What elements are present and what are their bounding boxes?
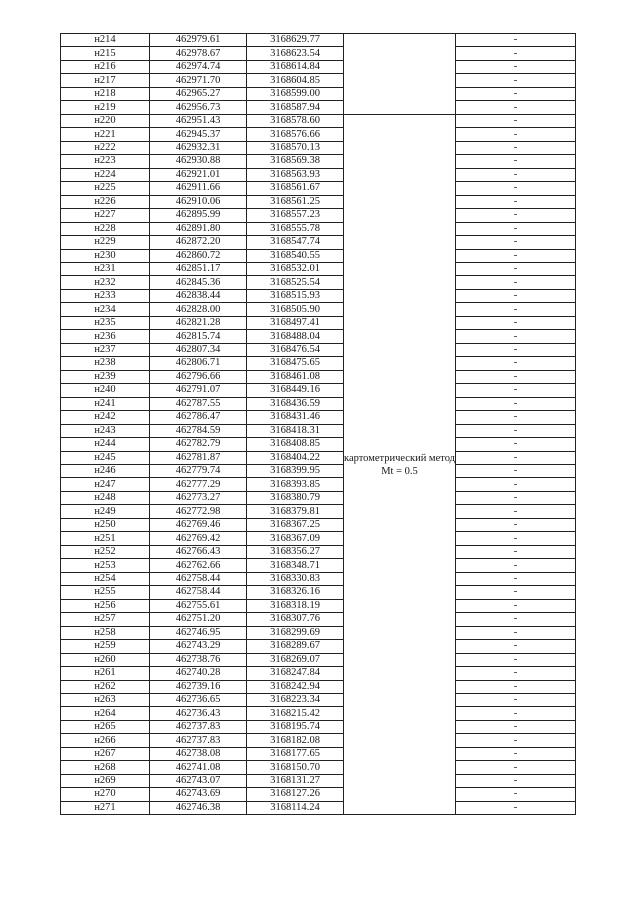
- x-coordinate-cell: 462872.20: [150, 236, 247, 249]
- table-row: [61, 747, 576, 760]
- x-coordinate-cell: 462743.29: [150, 640, 247, 653]
- table-row: [61, 720, 576, 733]
- accuracy-cell: -: [456, 128, 576, 141]
- x-coordinate-cell: 462921.01: [150, 168, 247, 181]
- accuracy-cell: -: [456, 357, 576, 370]
- y-coordinate-cell: 3168318.19: [247, 599, 344, 612]
- accuracy-cell: -: [456, 788, 576, 801]
- table-row: [61, 518, 576, 531]
- accuracy-cell: -: [456, 653, 576, 666]
- x-coordinate-cell: 462796.66: [150, 370, 247, 383]
- accuracy-cell: -: [456, 74, 576, 87]
- x-coordinate-cell: 462746.38: [150, 801, 247, 814]
- x-coordinate-cell: 462736.43: [150, 707, 247, 720]
- accuracy-cell: -: [456, 60, 576, 73]
- accuracy-cell: -: [456, 518, 576, 531]
- y-coordinate-cell: 3168461.08: [247, 370, 344, 383]
- point-id-cell: н245: [61, 451, 150, 464]
- accuracy-cell: -: [456, 316, 576, 329]
- accuracy-cell: -: [456, 774, 576, 787]
- table-row: [61, 424, 576, 437]
- table-row: [61, 276, 576, 289]
- x-coordinate-cell: 462737.83: [150, 720, 247, 733]
- accuracy-cell: -: [456, 47, 576, 60]
- coordinates-table: [60, 33, 576, 815]
- point-id-cell: н244: [61, 438, 150, 451]
- point-id-cell: н238: [61, 357, 150, 370]
- x-coordinate-cell: 462766.43: [150, 545, 247, 558]
- x-coordinate-cell: 462910.06: [150, 195, 247, 208]
- x-coordinate-cell: 462737.83: [150, 734, 247, 747]
- accuracy-cell: -: [456, 451, 576, 464]
- y-coordinate-cell: 3168476.54: [247, 343, 344, 356]
- table-row: [61, 774, 576, 787]
- accuracy-cell: -: [456, 397, 576, 410]
- method-cell-upper: [344, 34, 456, 115]
- y-coordinate-cell: 3168330.83: [247, 572, 344, 585]
- accuracy-cell: -: [456, 572, 576, 585]
- y-coordinate-cell: 3168515.93: [247, 289, 344, 302]
- y-coordinate-cell: 3168127.26: [247, 788, 344, 801]
- y-coordinate-cell: 3168299.69: [247, 626, 344, 639]
- table-row: [61, 478, 576, 491]
- accuracy-cell: -: [456, 680, 576, 693]
- point-id-cell: н258: [61, 626, 150, 639]
- x-coordinate-cell: 462758.44: [150, 572, 247, 585]
- y-coordinate-cell: 3168131.27: [247, 774, 344, 787]
- x-coordinate-cell: 462769.46: [150, 518, 247, 531]
- point-id-cell: н222: [61, 141, 150, 154]
- accuracy-cell: -: [456, 667, 576, 680]
- point-id-cell: н216: [61, 60, 150, 73]
- table-row: [61, 559, 576, 572]
- y-coordinate-cell: 3168247.84: [247, 667, 344, 680]
- x-coordinate-cell: 462762.66: [150, 559, 247, 572]
- y-coordinate-cell: 3168348.71: [247, 559, 344, 572]
- table-row: [61, 761, 576, 774]
- x-coordinate-cell: 462738.76: [150, 653, 247, 666]
- y-coordinate-cell: 3168269.07: [247, 653, 344, 666]
- x-coordinate-cell: 462751.20: [150, 613, 247, 626]
- x-coordinate-cell: 462787.55: [150, 397, 247, 410]
- x-coordinate-cell: 462978.67: [150, 47, 247, 60]
- y-coordinate-cell: 3168223.34: [247, 693, 344, 706]
- table-row: [61, 343, 576, 356]
- y-coordinate-cell: 3168242.94: [247, 680, 344, 693]
- y-coordinate-cell: 3168488.04: [247, 330, 344, 343]
- table-row: [61, 316, 576, 329]
- y-coordinate-cell: 3168497.41: [247, 316, 344, 329]
- x-coordinate-cell: 462945.37: [150, 128, 247, 141]
- table-row: [61, 599, 576, 612]
- y-coordinate-cell: 3168177.65: [247, 747, 344, 760]
- point-id-cell: н259: [61, 640, 150, 653]
- table-row: [61, 626, 576, 639]
- x-coordinate-cell: 462782.79: [150, 438, 247, 451]
- accuracy-cell: -: [456, 720, 576, 733]
- accuracy-cell: -: [456, 222, 576, 235]
- point-id-cell: н218: [61, 87, 150, 100]
- accuracy-cell: -: [456, 370, 576, 383]
- x-coordinate-cell: 462736.65: [150, 693, 247, 706]
- y-coordinate-cell: 3168557.23: [247, 209, 344, 222]
- y-coordinate-cell: 3168326.16: [247, 586, 344, 599]
- point-id-cell: н269: [61, 774, 150, 787]
- y-coordinate-cell: 3168475.65: [247, 357, 344, 370]
- y-coordinate-cell: 3168404.22: [247, 451, 344, 464]
- table-row: [61, 330, 576, 343]
- x-coordinate-cell: 462845.36: [150, 276, 247, 289]
- table-row: [61, 249, 576, 262]
- accuracy-cell: -: [456, 613, 576, 626]
- point-id-cell: н239: [61, 370, 150, 383]
- table-row: [61, 411, 576, 424]
- point-id-cell: н215: [61, 47, 150, 60]
- x-coordinate-cell: 462786.47: [150, 411, 247, 424]
- table-row: [61, 114, 576, 127]
- y-coordinate-cell: 3168367.25: [247, 518, 344, 531]
- point-id-cell: н229: [61, 236, 150, 249]
- x-coordinate-cell: 462741.08: [150, 761, 247, 774]
- table-row: [61, 101, 576, 114]
- point-id-cell: н268: [61, 761, 150, 774]
- accuracy-cell: -: [456, 236, 576, 249]
- accuracy-cell: -: [456, 330, 576, 343]
- x-coordinate-cell: 462746.95: [150, 626, 247, 639]
- point-id-cell: н220: [61, 114, 150, 127]
- x-coordinate-cell: 462911.66: [150, 182, 247, 195]
- point-id-cell: н217: [61, 74, 150, 87]
- y-coordinate-cell: 3168555.78: [247, 222, 344, 235]
- table-row: [61, 357, 576, 370]
- table-row: [61, 168, 576, 181]
- accuracy-cell: -: [456, 303, 576, 316]
- accuracy-cell: -: [456, 168, 576, 181]
- y-coordinate-cell: 3168408.85: [247, 438, 344, 451]
- y-coordinate-cell: 3168599.00: [247, 87, 344, 100]
- point-id-cell: н236: [61, 330, 150, 343]
- x-coordinate-cell: 462930.88: [150, 155, 247, 168]
- table-row: [61, 693, 576, 706]
- y-coordinate-cell: 3168578.60: [247, 114, 344, 127]
- table-row: [61, 586, 576, 599]
- point-id-cell: н214: [61, 34, 150, 47]
- table-row: [61, 788, 576, 801]
- accuracy-cell: -: [456, 289, 576, 302]
- point-id-cell: н226: [61, 195, 150, 208]
- x-coordinate-cell: 462821.28: [150, 316, 247, 329]
- table-row: [61, 545, 576, 558]
- table-row: [61, 384, 576, 397]
- table-row: [61, 141, 576, 154]
- accuracy-cell: -: [456, 801, 576, 814]
- accuracy-cell: -: [456, 114, 576, 127]
- accuracy-cell: -: [456, 586, 576, 599]
- x-coordinate-cell: 462740.28: [150, 667, 247, 680]
- accuracy-cell: -: [456, 262, 576, 275]
- point-id-cell: н243: [61, 424, 150, 437]
- y-coordinate-cell: 3168587.94: [247, 101, 344, 114]
- point-id-cell: н265: [61, 720, 150, 733]
- x-coordinate-cell: 462838.44: [150, 289, 247, 302]
- y-coordinate-cell: 3168623.54: [247, 47, 344, 60]
- accuracy-cell: -: [456, 155, 576, 168]
- y-coordinate-cell: 3168399.95: [247, 465, 344, 478]
- x-coordinate-cell: 462784.59: [150, 424, 247, 437]
- point-id-cell: н266: [61, 734, 150, 747]
- accuracy-cell: -: [456, 707, 576, 720]
- y-coordinate-cell: 3168182.08: [247, 734, 344, 747]
- table-row: [61, 370, 576, 383]
- y-coordinate-cell: 3168547.74: [247, 236, 344, 249]
- x-coordinate-cell: 462777.29: [150, 478, 247, 491]
- point-id-cell: н242: [61, 411, 150, 424]
- table-row: [61, 289, 576, 302]
- y-coordinate-cell: 3168289.67: [247, 640, 344, 653]
- accuracy-cell: -: [456, 505, 576, 518]
- table-row: [61, 613, 576, 626]
- point-id-cell: н271: [61, 801, 150, 814]
- accuracy-cell: -: [456, 438, 576, 451]
- y-coordinate-cell: 3168393.85: [247, 478, 344, 491]
- accuracy-cell: -: [456, 747, 576, 760]
- table-row: [61, 303, 576, 316]
- x-coordinate-cell: 462791.07: [150, 384, 247, 397]
- y-coordinate-cell: 3168307.76: [247, 613, 344, 626]
- table-row: [61, 182, 576, 195]
- accuracy-cell: -: [456, 465, 576, 478]
- y-coordinate-cell: 3168356.27: [247, 545, 344, 558]
- point-id-cell: н219: [61, 101, 150, 114]
- table-row: [61, 653, 576, 666]
- x-coordinate-cell: 462891.80: [150, 222, 247, 235]
- point-id-cell: н264: [61, 707, 150, 720]
- table-row: [61, 532, 576, 545]
- y-coordinate-cell: 3168449.16: [247, 384, 344, 397]
- x-coordinate-cell: 462773.27: [150, 491, 247, 504]
- point-id-cell: н261: [61, 667, 150, 680]
- x-coordinate-cell: 462932.31: [150, 141, 247, 154]
- table-row: [61, 195, 576, 208]
- accuracy-cell: -: [456, 141, 576, 154]
- point-id-cell: н240: [61, 384, 150, 397]
- y-coordinate-cell: 3168525.54: [247, 276, 344, 289]
- table-row: [61, 236, 576, 249]
- accuracy-cell: -: [456, 532, 576, 545]
- y-coordinate-cell: 3168367.09: [247, 532, 344, 545]
- point-id-cell: н253: [61, 559, 150, 572]
- x-coordinate-cell: 462772.98: [150, 505, 247, 518]
- x-coordinate-cell: 462971.70: [150, 74, 247, 87]
- y-coordinate-cell: 3168570.13: [247, 141, 344, 154]
- table-row: [61, 801, 576, 814]
- x-coordinate-cell: 462758.44: [150, 586, 247, 599]
- y-coordinate-cell: 3168215.42: [247, 707, 344, 720]
- table-row: [61, 128, 576, 141]
- table-row: [61, 209, 576, 222]
- accuracy-cell: -: [456, 693, 576, 706]
- point-id-cell: н250: [61, 518, 150, 531]
- x-coordinate-cell: 462755.61: [150, 599, 247, 612]
- accuracy-cell: -: [456, 491, 576, 504]
- point-id-cell: н224: [61, 168, 150, 181]
- y-coordinate-cell: 3168532.01: [247, 262, 344, 275]
- x-coordinate-cell: 462815.74: [150, 330, 247, 343]
- table-row: [61, 505, 576, 518]
- x-coordinate-cell: 462806.71: [150, 357, 247, 370]
- x-coordinate-cell: 462860.72: [150, 249, 247, 262]
- point-id-cell: н248: [61, 491, 150, 504]
- accuracy-cell: -: [456, 640, 576, 653]
- x-coordinate-cell: 462779.74: [150, 465, 247, 478]
- point-id-cell: н247: [61, 478, 150, 491]
- table-row: [61, 155, 576, 168]
- point-id-cell: н249: [61, 505, 150, 518]
- accuracy-cell: -: [456, 626, 576, 639]
- point-id-cell: н237: [61, 343, 150, 356]
- x-coordinate-cell: 462895.99: [150, 209, 247, 222]
- table-row: [61, 734, 576, 747]
- y-coordinate-cell: 3168569.38: [247, 155, 344, 168]
- x-coordinate-cell: 462965.27: [150, 87, 247, 100]
- x-coordinate-cell: 462951.43: [150, 114, 247, 127]
- y-coordinate-cell: 3168379.81: [247, 505, 344, 518]
- x-coordinate-cell: 462828.00: [150, 303, 247, 316]
- point-id-cell: н241: [61, 397, 150, 410]
- point-id-cell: н230: [61, 249, 150, 262]
- table-row: [61, 451, 576, 464]
- table-row: [61, 60, 576, 73]
- table-row: [61, 47, 576, 60]
- x-coordinate-cell: 462851.17: [150, 262, 247, 275]
- y-coordinate-cell: 3168576.66: [247, 128, 344, 141]
- accuracy-cell: -: [456, 761, 576, 774]
- accuracy-cell: -: [456, 545, 576, 558]
- table-row: [61, 491, 576, 504]
- y-coordinate-cell: 3168561.67: [247, 182, 344, 195]
- point-id-cell: н251: [61, 532, 150, 545]
- coordinates-table-body: [61, 34, 576, 815]
- point-id-cell: н221: [61, 128, 150, 141]
- point-id-cell: н231: [61, 262, 150, 275]
- accuracy-cell: -: [456, 559, 576, 572]
- y-coordinate-cell: 3168614.84: [247, 60, 344, 73]
- x-coordinate-cell: 462956.73: [150, 101, 247, 114]
- y-coordinate-cell: 3168561.25: [247, 195, 344, 208]
- y-coordinate-cell: 3168604.85: [247, 74, 344, 87]
- point-id-cell: н246: [61, 465, 150, 478]
- point-id-cell: н252: [61, 545, 150, 558]
- point-id-cell: н263: [61, 693, 150, 706]
- point-id-cell: н267: [61, 747, 150, 760]
- y-coordinate-cell: 3168380.79: [247, 491, 344, 504]
- y-coordinate-cell: 3168505.90: [247, 303, 344, 316]
- x-coordinate-cell: 462781.87: [150, 451, 247, 464]
- y-coordinate-cell: 3168540.55: [247, 249, 344, 262]
- y-coordinate-cell: 3168629.77: [247, 34, 344, 47]
- accuracy-cell: -: [456, 599, 576, 612]
- accuracy-cell: -: [456, 34, 576, 47]
- y-coordinate-cell: 3168436.59: [247, 397, 344, 410]
- y-coordinate-cell: 3168418.31: [247, 424, 344, 437]
- x-coordinate-cell: 462769.42: [150, 532, 247, 545]
- accuracy-cell: -: [456, 343, 576, 356]
- table-row: [61, 87, 576, 100]
- accuracy-cell: -: [456, 101, 576, 114]
- method-cell: картометрический метод Mt = 0.5: [344, 114, 456, 814]
- y-coordinate-cell: 3168195.74: [247, 720, 344, 733]
- point-id-cell: н257: [61, 613, 150, 626]
- point-id-cell: н228: [61, 222, 150, 235]
- table-row: [61, 465, 576, 478]
- table-row: [61, 74, 576, 87]
- x-coordinate-cell: 462739.16: [150, 680, 247, 693]
- table-row: [61, 262, 576, 275]
- y-coordinate-cell: 3168563.93: [247, 168, 344, 181]
- point-id-cell: н235: [61, 316, 150, 329]
- accuracy-cell: -: [456, 424, 576, 437]
- accuracy-cell: -: [456, 384, 576, 397]
- x-coordinate-cell: 462743.69: [150, 788, 247, 801]
- x-coordinate-cell: 462979.61: [150, 34, 247, 47]
- table-row: [61, 640, 576, 653]
- table-row: [61, 34, 576, 47]
- x-coordinate-cell: 462738.08: [150, 747, 247, 760]
- point-id-cell: н225: [61, 182, 150, 195]
- table-row: [61, 397, 576, 410]
- accuracy-cell: -: [456, 195, 576, 208]
- point-id-cell: н234: [61, 303, 150, 316]
- point-id-cell: н256: [61, 599, 150, 612]
- accuracy-cell: -: [456, 249, 576, 262]
- accuracy-cell: -: [456, 209, 576, 222]
- y-coordinate-cell: 3168114.24: [247, 801, 344, 814]
- x-coordinate-cell: 462807.34: [150, 343, 247, 356]
- point-id-cell: н232: [61, 276, 150, 289]
- table-row: [61, 680, 576, 693]
- table-row: [61, 222, 576, 235]
- x-coordinate-cell: 462974.74: [150, 60, 247, 73]
- accuracy-cell: -: [456, 478, 576, 491]
- table-row: [61, 572, 576, 585]
- y-coordinate-cell: 3168150.70: [247, 761, 344, 774]
- point-id-cell: н233: [61, 289, 150, 302]
- point-id-cell: н262: [61, 680, 150, 693]
- point-id-cell: н270: [61, 788, 150, 801]
- accuracy-cell: -: [456, 276, 576, 289]
- point-id-cell: н260: [61, 653, 150, 666]
- accuracy-cell: -: [456, 411, 576, 424]
- y-coordinate-cell: 3168431.46: [247, 411, 344, 424]
- table-row: [61, 438, 576, 451]
- point-id-cell: н254: [61, 572, 150, 585]
- point-id-cell: н255: [61, 586, 150, 599]
- x-coordinate-cell: 462743.07: [150, 774, 247, 787]
- accuracy-cell: -: [456, 182, 576, 195]
- accuracy-cell: -: [456, 87, 576, 100]
- accuracy-cell: -: [456, 734, 576, 747]
- point-id-cell: н227: [61, 209, 150, 222]
- table-row: [61, 707, 576, 720]
- point-id-cell: н223: [61, 155, 150, 168]
- table-row: [61, 667, 576, 680]
